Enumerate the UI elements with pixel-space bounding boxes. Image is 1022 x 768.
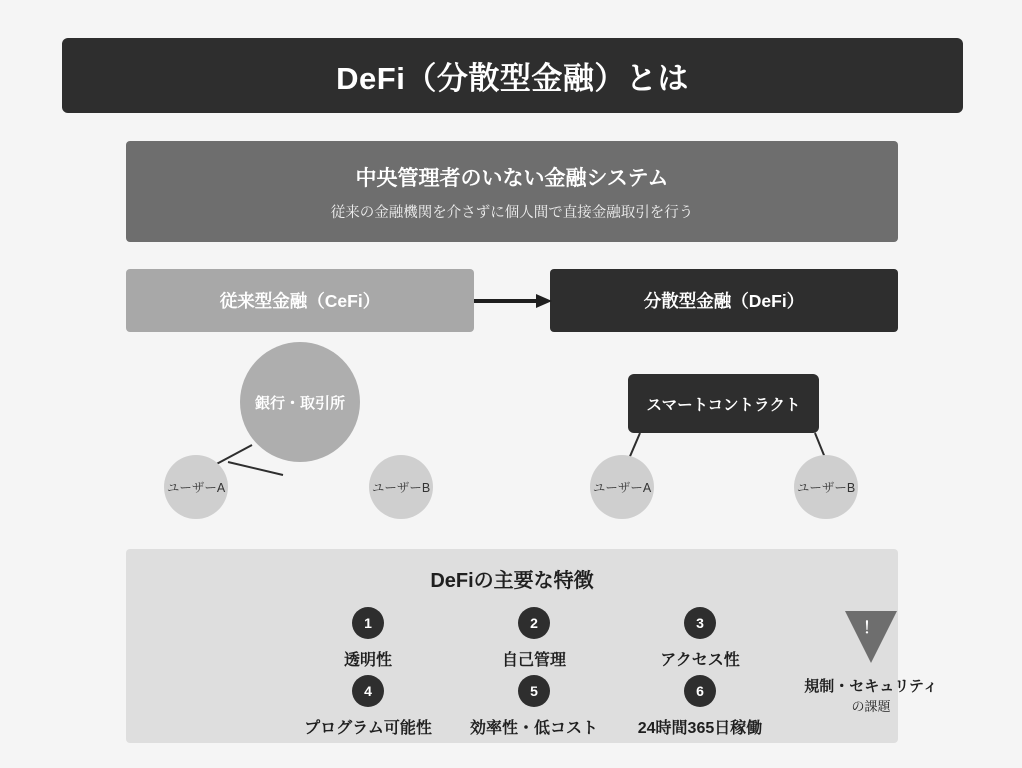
warning-triangle-icon [845,611,897,663]
feature-label: プログラム可能性 [304,720,432,737]
risk-callout [781,611,961,715]
arrow-right-icon [474,293,552,309]
feature-label: アクセス性 [660,652,740,669]
warning-exclamation: ！ [862,620,880,637]
cefi-hub-label: 銀行・取引所 [254,394,345,412]
slide-title-bar [62,38,963,113]
cefi-box [126,269,474,332]
cefi-user-b-label: ユーザーB [371,481,431,495]
feature-item [620,607,780,670]
feature-badge: 2 [518,607,550,639]
risk-callout-line2: の課題 [851,699,891,714]
risk-callout-line1: 規制・セキュリティ [804,678,938,695]
feature-item [454,675,614,738]
feature-item [620,675,780,738]
smart-contract-label: スマートコントラクト [646,396,801,414]
feature-item [454,607,614,670]
features-title: DeFiの主要な特徴 [430,570,594,592]
feature-badge: 3 [684,607,716,639]
defi-box-label: 分散型金融（DeFi） [643,291,805,311]
defi-box [550,269,898,332]
feature-label: 自己管理 [501,652,566,669]
cefi-user-b-node [369,455,433,519]
feature-label: 透明性 [343,652,392,669]
defi-user-b-node [794,455,858,519]
feature-item [288,607,448,670]
page-title: DeFi（分散型金融）とは [336,61,689,96]
summary-headline: 中央管理者のいない金融システム [355,166,669,190]
feature-label: 24時間365日稼働 [637,720,763,737]
feature-badge: 6 [684,675,716,707]
features-panel [126,549,938,743]
cefi-box-label: 従来型金融（CeFi） [219,291,381,311]
summary-panel [126,141,898,242]
feature-badge: 1 [352,607,384,639]
feature-label: 効率性・低コスト [469,720,598,737]
smart-contract-node [628,374,819,433]
defi-user-b-label: ユーザーB [796,481,856,495]
feature-badge: 5 [518,675,550,707]
summary-description: 従来の金融機関を介さずに個人間で直接金融取引を行う [330,204,694,221]
defi-user-a-node [590,455,654,519]
cefi-user-a-label: ユーザーA [166,481,226,495]
feature-badge: 4 [352,675,384,707]
cefi-hub-node [240,342,360,462]
feature-item [288,675,448,738]
defi-user-a-label: ユーザーA [592,481,652,495]
cefi-user-a-node [164,455,228,519]
